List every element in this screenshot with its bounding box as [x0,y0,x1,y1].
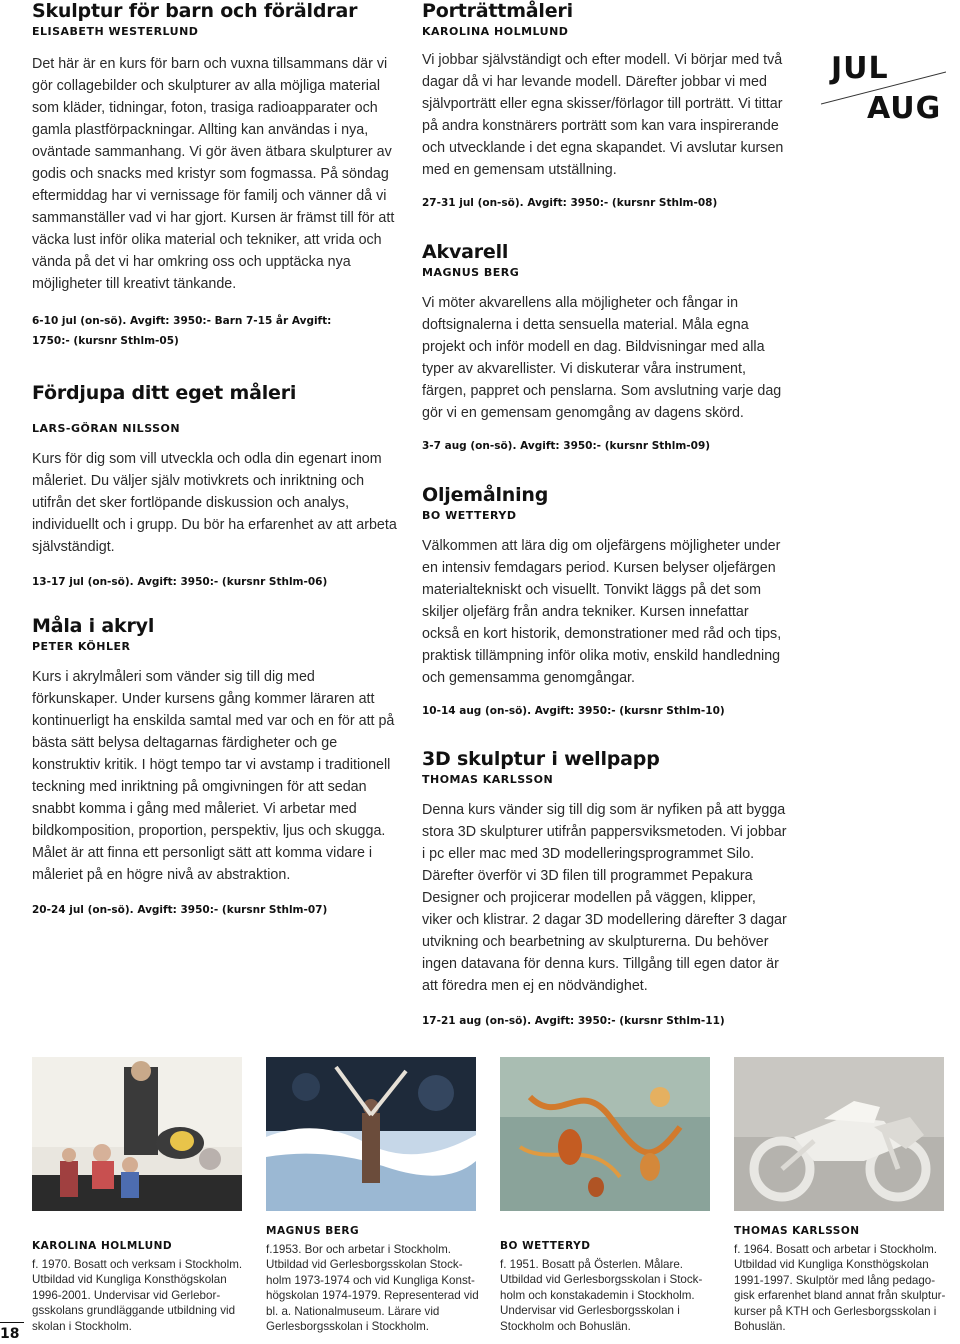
bio-text: f. 1970. Bosatt och verksam i Stockholm. Utbildad vid Kungliga Konsthögskolan 1996-2001. Undervisar vid Gerleborgsskolans grundläggande utbildning vid skolan i Stockholm. [32,1258,243,1333]
bio-text: f.1953. Bor och arbetar i Stockholm. Utbildad vid Gerlesborgsskolan Stockholm 1973-1974 och vid Kungliga Konsthögskolan 1974-1979. Representerad vid bl. a. Nationalmuseum. Lärare vid Gerlesborgsskolan i Stockholm. [266,1243,479,1334]
bio-thomas-karlsson [734,1224,948,1334]
course-teacher: PETER KÖHLER [32,640,131,653]
course-description: Det här är en kurs för barn och vuxna tillsammans där vi gör collagebilder och skulpturer av alla möjliga material som kläder, tidningar, foton, trasiga radioapparater och gamla plastförpackningar. Allting kan användas i nya, oväntade sammanhang. Vi gör även ätbara skulpturer av godis och snacks med kristyr som fogmassa. På söndag eftermiddag har vi vernissage för familj och vänner då vi sammanställer vad vi har gjort. Kursen är främst till för att väcka lust inför olika material och tekniker, att vrida och vända på det vi har omkring oss och upptäcka nya möjligheter till kreativt tänkande. [32,56,395,292]
course-title: Måla i akryl [32,615,155,637]
course-meta: 13-17 jul (on-sö). Avgift: 3950:- (kursnr Sthlm-06) [32,576,328,588]
photo-oil-painting [500,1057,710,1211]
month-jul: JUL [831,51,889,86]
course-description: Kurs i akrylmåleri som vänder sig till dig med förkunskaper. Under kursens gång kommer läraren att kontinuerligt ha enskilda samtal med var och en för att på bästa sätt belysa deltagarnas färdigheter och ge konstruktiv kritik. I högt tempo tar vi avstamp i traditionell teckning med inriktning på omgivningen för att sedan snabbt komma i gång med måleriet. Vi arbetar med bildkomposition, proportion, perspektiv, ljus och skugga. Målet är att finna ett personligt sätt att komma vidare i måleriet på en högre nivå av abstraktion. [32,669,395,883]
course-title: Fördjupa ditt eget måleri [32,382,297,404]
course-description: Vi möter akvarellens alla möjligheter och fångar in doftsignalerna i detta sensuella material. Måla egna projekt och inför modell en dag. Bildvisningar med alla typer av akvarellister. Vi diskuterar våra instrument, färgen, pappret och penslarna. Som avslutning varje dag gör vi en gemensam genomgång av dagens skörd. [422,295,782,421]
course-title: Porträttmåleri [422,0,573,22]
course-meta: 27-31 jul (on-sö). Avgift: 3950:- (kursnr Sthlm-08) [422,197,718,209]
bio-bo-wetteryd [500,1239,714,1334]
bio-karolina-holmlund [32,1239,246,1334]
course-meta: 17-21 aug (on-sö). Avgift: 3950:- (kursnr Sthlm-11) [422,1015,725,1027]
photo-family-sculpture [32,1057,242,1211]
bio-name: MAGNUS BERG [266,1225,360,1237]
bio-text: f. 1964. Bosatt och arbetar i Stockholm. Utbildad vid Kungliga Konsthögskolan 1991-1997. Skulptör med lång pedagogisk erfarenhet bland annat från skulpturkurser på KTH och Gerlesborgsskolan i Bohuslän. [734,1243,946,1334]
course-meta: 3-7 aug (on-sö). Avgift: 3950:- (kursnr Sthlm-09) [422,440,711,452]
course-teacher: ELISABETH WESTERLUND [32,25,199,38]
course-description: Välkommen att lära dig om oljefärgens möjligheter under en intensiv femdagars period. Kursen belyser oljefärgen materialtekniskt och visuellt. Tonvikt läggs på det som skiljer oljefärg från andra tekniker. Kursen innefattar också en kort historik, demonstrationer med råd och tips, praktisk tillämpning inför olika motiv, enskild handledning och gemensamma genomgångar. [422,538,782,686]
course-teacher: LARS-GÖRAN NILSSON [32,422,181,435]
course-meta: 6-10 jul (on-sö). Avgift: 3950:- Barn 7-15 år Avgift: 1750:- (kursnr Sthlm-05) [32,315,332,347]
course-oljemalning [422,484,787,721]
course-meta: 10-14 aug (on-sö). Avgift: 3950:- (kursnr Sthlm-10) [422,705,725,717]
course-description: Kurs för dig som vill utveckla och odla din egenart inom måleriet. Du väljer själv motivkrets och inriktning och utifrån det sker fortlöpande diskussion och analys, individuellt och i grupp. Du bör ha erfarenhet av att arbeta självständigt. [32,451,397,555]
course-title: Skulptur för barn och föräldrar [32,0,358,22]
course-akvarell [422,241,787,456]
course-teacher: THOMAS KARLSSON [422,773,554,786]
bio-text: f. 1951. Bosatt på Österlen. Målare. Utbildad vid Gerlesborgsskolan i Stockholm och konstakademin i Stockholm. Undervisar vid Gerlesborgsskolan i Stockholm och Bohuslän. [500,1258,703,1333]
course-title: Akvarell [422,241,509,263]
course-fordjupa-maleri [32,382,397,592]
course-skulptur-barn [32,0,397,351]
course-portrattmaleri [422,0,787,213]
bio-name: THOMAS KARLSSON [734,1225,860,1237]
course-meta: 20-24 jul (on-sö). Avgift: 3950:- (kursnr Sthlm-07) [32,904,328,916]
course-teacher: KAROLINA HOLMLUND [422,25,569,38]
bio-name: BO WETTERYD [500,1240,591,1252]
course-description: Vi jobbar självständigt och efter modell. Vi börjar med två dagar då vi har levande modell. Därefter jobbar vi med självporträtt eller egna skisser/förlagor till porträtt. Vi tittar på andra konstnärers porträtt som kan vara inspirerande och utvecklande i det egna skapandet. Vi avslutar kursen med en gemensam utställning. [422,52,784,178]
bio-magnus-berg [266,1224,480,1334]
page-corner-rule [0,1322,24,1323]
month-aug: AUG [867,91,942,126]
course-title: 3D skulptur i wellpapp [422,748,660,770]
course-teacher: BO WETTERYD [422,509,517,522]
page-number: 18 [0,1326,20,1342]
course-teacher: MAGNUS BERG [422,266,520,279]
photo-cardboard-motorcycle [734,1057,944,1211]
course-3d-skulptur [422,748,787,1031]
course-mala-akryl [32,615,397,920]
course-description: Denna kurs vänder sig till dig som är nyfiken på att bygga stora 3D skulpturer utifrån pappersviksmetoden. Vi jobbar i pc eller mac med 3D modelleringsprogrammet Silo. Därefter överför vi 3D filen till programmet Pepakura Designer och projicerar modellen på väggen, klipper, viker och klistrar. 2 dagar 3D modellering därefter 3 dagar utvikning och bearbetning av skulpturerna. Du behöver ingen datavana för denna kurs. Tillgång till egen dator är att föredra men ej en nödvändighet. [422,802,787,994]
month-marker [821,50,946,130]
bio-name: KAROLINA HOLMLUND [32,1240,173,1252]
course-title: Oljemålning [422,484,549,506]
photo-watercolor-figure [266,1057,476,1211]
